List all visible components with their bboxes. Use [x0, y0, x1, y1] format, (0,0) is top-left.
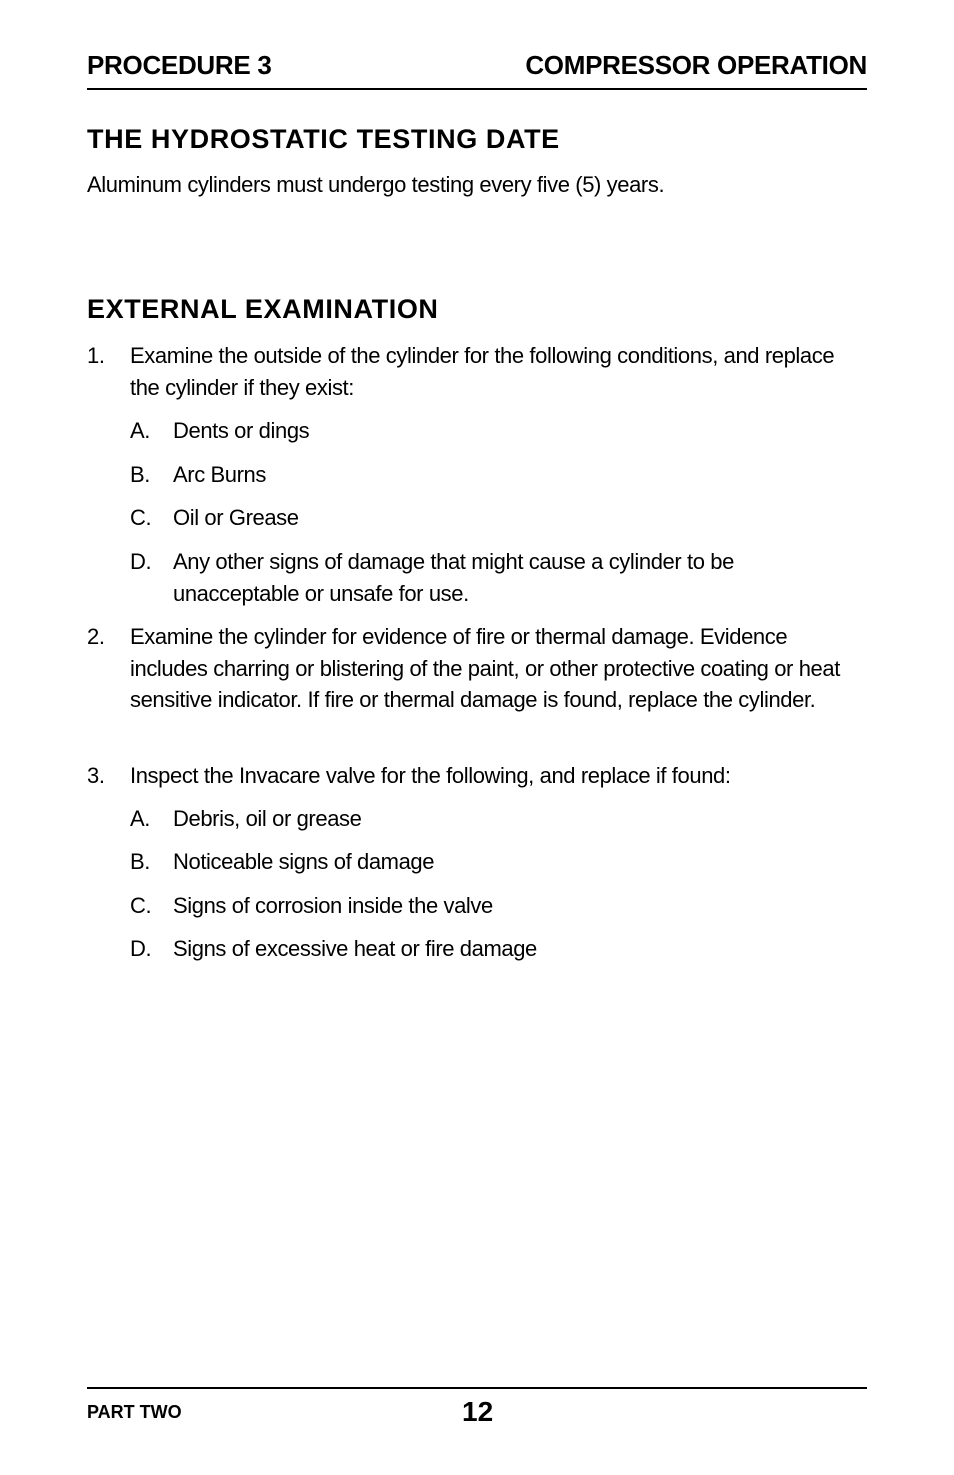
heading-hydrostatic-testing-date: THE HYDROSTATIC TESTING DATE	[87, 124, 560, 154]
list-text: Examine the outside of the cylinder for the following conditions, and replace the cylinder if they exist:	[130, 343, 835, 400]
list-text: Examine the cylinder for evidence of fire or thermal damage. Evidence includes charring or blistering of the paint, or other protective coating or heat sensitive indicator. If fire or thermal damage is found, replace the cylinder.	[130, 624, 840, 712]
sub-text: Signs of excessive heat or fire damage	[173, 936, 537, 961]
sub-label: B.	[130, 849, 150, 874]
list-number: 2.	[87, 624, 105, 649]
header-section-title: COMPRESSOR OPERATION	[525, 50, 867, 80]
sub-text: Oil or Grease	[173, 505, 299, 530]
header-procedure: PROCEDURE 3	[87, 50, 272, 80]
page-header	[87, 50, 867, 90]
heading-external-examination: EXTERNAL EXAMINATION	[87, 294, 439, 324]
sub-label: B.	[130, 462, 150, 487]
paragraph-hydrostatic: Aluminum cylinders must undergo testing every five (5) years.	[87, 172, 665, 197]
sub-text: Any other signs of damage that might cause a cylinder to be unacceptable or unsafe for use.	[173, 549, 734, 606]
sub-label: D.	[130, 936, 152, 961]
list-number: 3.	[87, 763, 105, 788]
sub-text: Debris, oil or grease	[173, 806, 362, 831]
list-text: Inspect the Invacare valve for the following, and replace if found:	[130, 763, 731, 788]
sub-text: Signs of corrosion inside the valve	[173, 893, 493, 918]
list-number: 1.	[87, 343, 105, 368]
page-number: 12	[462, 1396, 494, 1427]
sub-label: A.	[130, 418, 150, 443]
sub-label: A.	[130, 806, 150, 831]
footer-divider	[87, 1387, 867, 1389]
sub-text: Arc Burns	[173, 462, 266, 487]
sub-label: C.	[130, 505, 152, 530]
sub-text: Dents or dings	[173, 418, 310, 443]
sub-label: D.	[130, 549, 152, 574]
footer-part: PART TWO	[87, 1402, 182, 1422]
sub-label: C.	[130, 893, 152, 918]
sub-text: Noticeable signs of damage	[173, 849, 435, 874]
